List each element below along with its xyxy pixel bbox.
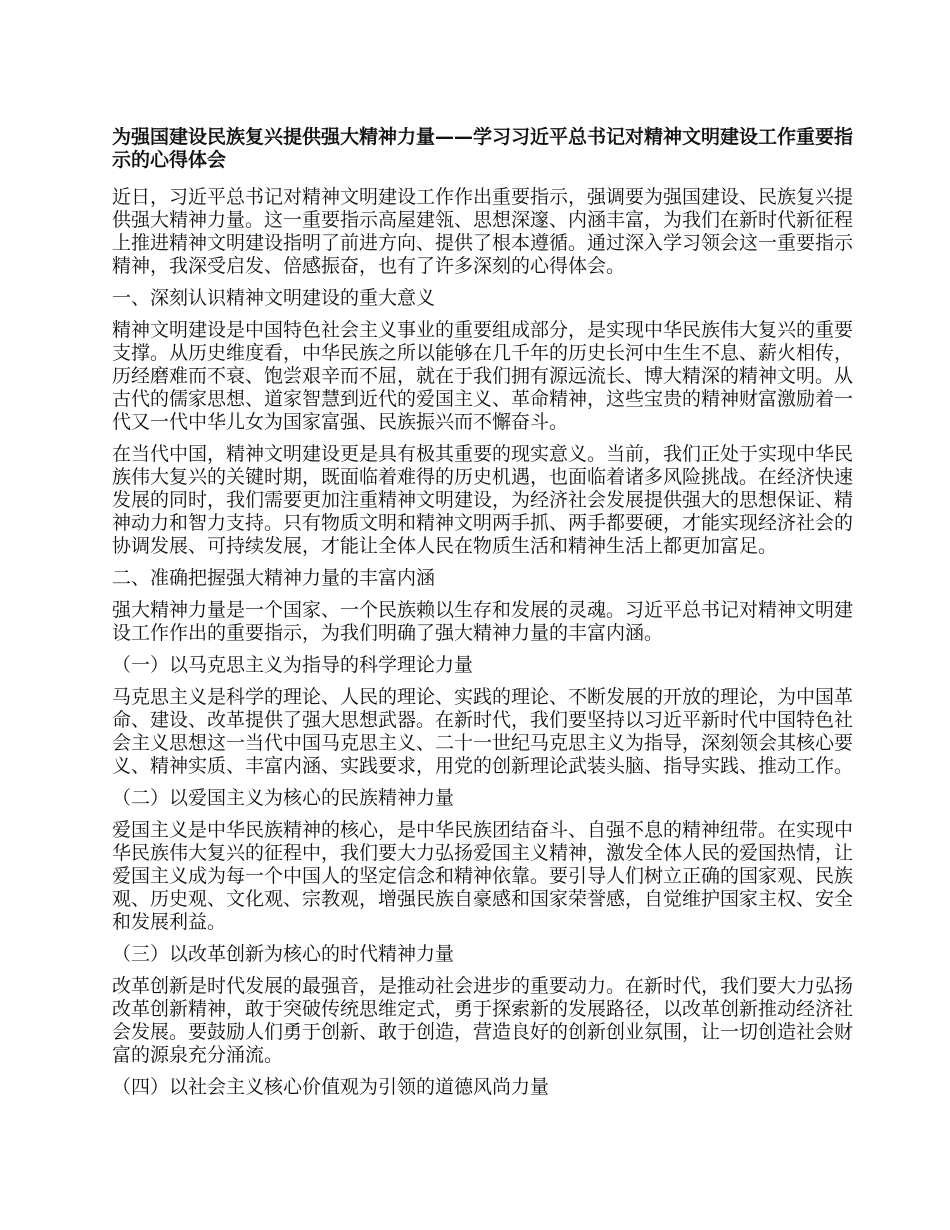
paragraph [112, 819, 854, 934]
text-line: 神动力和智力支持。只有物质文明和精神文明两手抓、两手都要硬，才能实现经济社会的 [112, 512, 854, 534]
paragraph [112, 686, 854, 778]
section-heading [112, 1076, 840, 1099]
text-line: 爱国主义是中华民族精神的核心，是中华民族团结奋斗、自强不息的精神纽带。在实现中 [112, 819, 854, 841]
text-line: （三）以改革创新为核心的时代精神力量 [112, 943, 455, 965]
text-line: 会主义思想这一当代中国马克思主义、二十一世纪马克思主义为指导，深刻领会其核心要 [112, 732, 854, 754]
text-line: 设工作作出的重要指示，为我们明确了强大精神力量的丰富内涵。 [112, 622, 664, 644]
text-line: （一）以马克思主义为指导的科学理论力量 [112, 654, 474, 676]
text-line: （二）以爱国主义为核心的民族精神力量 [112, 787, 455, 809]
text-line: 在当代中国，精神文明建设更是具有极其重要的现实意义。当前，我们正处于实现中华民 [112, 443, 854, 465]
text-line: 近日，习近平总书记对精神文明建设工作作出重要指示，强调要为强国建设、民族复兴提 [112, 186, 854, 208]
text-line: 精神文明建设是中国特色社会主义事业的重要组成部分，是实现中华民族伟大复兴的重要 [112, 319, 854, 341]
text-line: 代又一代中华儿女为国家富强、民族振兴而不懈奋斗。 [112, 411, 569, 433]
title-line: 为强国建设民族复兴提供强大精神力量——学习习近平总书记对精神文明建设工作重要指 [112, 126, 854, 148]
text-line: 马克思主义是科学的理论、人民的理论、实践的理论、不断发展的开放的理论，为中国革 [112, 686, 854, 708]
text-line: 一、深刻认识精神文明建设的重大意义 [112, 287, 436, 309]
text-line: 精神，我深受启发、倍感振奋，也有了许多深刻的心得体会。 [112, 255, 626, 277]
text-line: 古代的儒家思想、道家智慧到近代的爱国主义、革命精神，这些宝贵的精神财富激励着一 [112, 388, 854, 410]
document-body [112, 126, 854, 1108]
text-line: 华民族伟大复兴的征程中，我们要大力弘扬爱国主义精神，激发全体人民的爱国热情，让 [112, 842, 854, 864]
paragraph [112, 599, 854, 645]
paragraph [112, 443, 854, 558]
text-line: 族伟大复兴的关键时期，既面临着难得的历史机遇，也面临着诸多风险挑战。在经济快速 [112, 466, 854, 488]
text-line: （四）以社会主义核心价值观为引领的道德风尚力量 [112, 1076, 550, 1098]
text-line: 供强大精神力量。这一重要指示高屋建瓴、思想深邃、内涵丰富，为我们在新时代新征程 [112, 209, 854, 231]
text-line: 命、建设、改革提供了强大思想武器。在新时代，我们要坚持以习近平新时代中国特色社 [112, 709, 854, 731]
paragraph [112, 186, 854, 278]
text-line: 义、精神实质、丰富内涵、实践要求，用党的创新理论武装头脑、指导实践、推动工作。 [112, 755, 854, 777]
text-line: 发展的同时，我们需要更加注重精神文明建设，为经济社会发展提供强大的思想保证、精 [112, 489, 854, 511]
section-heading [112, 787, 840, 810]
text-line: 支撑。从历史维度看，中华民族之所以能够在几千年的历史长河中生生不息、薪火相传， [112, 342, 854, 364]
section-heading [112, 567, 840, 590]
text-line: 协调发展、可持续发展，才能让全体人民在物质生活和精神生活上都更加富足。 [112, 535, 778, 557]
text-line: 改革创新是时代发展的最强音，是推动社会进步的重要动力。在新时代，我们要大力弘扬 [112, 975, 854, 997]
section-heading [112, 943, 840, 966]
paragraph [112, 319, 854, 434]
section-heading [112, 654, 840, 677]
paragraph [112, 975, 854, 1067]
text-line: 改革创新精神，敢于突破传统思维定式，勇于探索新的发展路径，以改革创新推动经济社 [112, 998, 854, 1020]
text-line: 会发展。要鼓励人们勇于创新、敢于创造，营造良好的创新创业氛围，让一切创造社会财 [112, 1021, 854, 1043]
document-title [112, 126, 854, 172]
text-line: 二、准确把握强大精神力量的丰富内涵 [112, 567, 436, 589]
text-line: 历经磨难而不衰、饱尝艰辛而不屈，就在于我们拥有源远流长、博大精深的精神文明。从 [112, 365, 854, 387]
text-line: 观、历史观、文化观、宗教观，增强民族自豪感和国家荣誉感，自觉维护国家主权、安全 [112, 888, 854, 910]
section-heading [112, 287, 840, 310]
text-line: 富的源泉充分涌流。 [112, 1044, 284, 1066]
title-line: 示的心得体会 [112, 149, 227, 171]
text-line: 强大精神力量是一个国家、一个民族赖以生存和发展的灵魂。习近平总书记对精神文明建 [112, 599, 854, 621]
text-line: 爱国主义成为每一个中国人的坚定信念和精神依靠。要引导人们树立正确的国家观、民族 [112, 865, 854, 887]
text-line: 和发展利益。 [112, 911, 227, 933]
text-line: 上推进精神文明建设指明了前进方向、提供了根本遵循。通过深入学习领会这一重要指示 [112, 232, 854, 254]
